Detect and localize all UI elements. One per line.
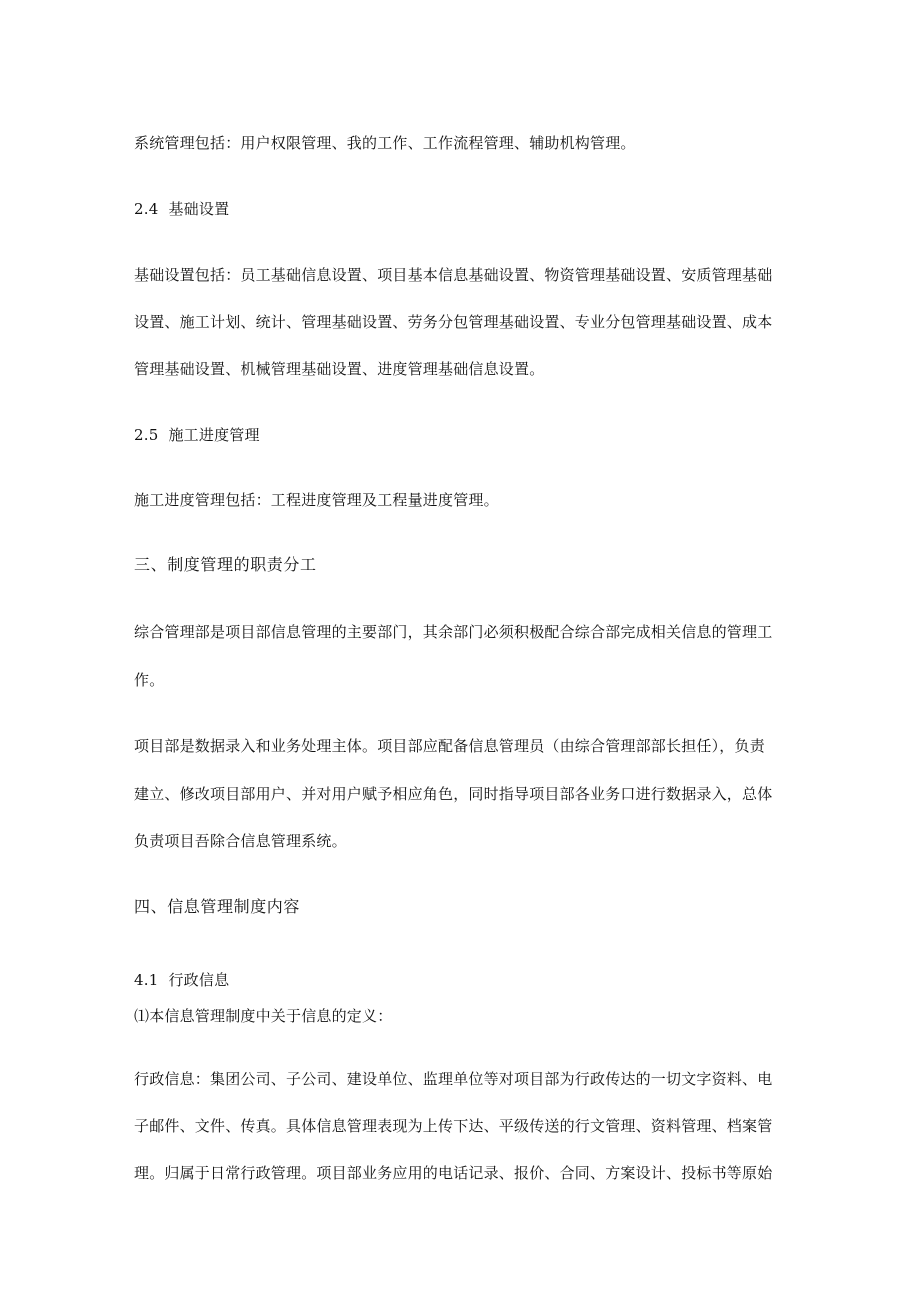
section-number: 4.1: [134, 971, 159, 989]
section-heading-4-1: [134, 970, 229, 990]
paragraph-dept-responsibility-line-1: 综合管理部是项目部信息管理的主要部门，其余部门必须积极配合综合部完成相关信息的管理工: [134, 623, 773, 641]
paragraph-construction-progress: 施工进度管理包括：工程进度管理及工程量进度管理。: [134, 491, 499, 509]
paragraph-basic-settings-line-2: 设置、施工计划、统计、管理基础设置、劳务分包管理基础设置、专业分包管理基础设置、成本: [134, 313, 773, 331]
paragraph-definition-intro: ⑴本信息管理制度中关于信息的定义：: [134, 1007, 393, 1025]
paragraph-project-dept-line-3: 负责项目吾除合信息管理系统。: [134, 832, 347, 850]
paragraph-admin-info-line-1: 行政信息：集团公司、子公司、建设单位、监理单位等对项目部为行政传达的一切文字资料、电: [134, 1070, 773, 1088]
section-title: 基础设置: [168, 200, 230, 218]
paragraph-project-dept-line-1: 项目部是数据录入和业务处理主体。项目部应配备信息管理员（由综合管理部部长担任），负责: [134, 737, 765, 755]
paragraph-dept-responsibility-line-2: 作。: [134, 671, 165, 689]
section-title: 行政信息: [168, 971, 230, 989]
section-number: 2.5: [134, 426, 159, 444]
section-number: 2.4: [134, 200, 159, 218]
section-heading-2-4: [134, 199, 229, 219]
chapter-heading-4: 四、信息管理制度内容: [134, 897, 301, 916]
paragraph-admin-info-line-3: 理。归属于日常行政管理。项目部业务应用的电话记录、报价、合同、方案设计、投标书等原始: [134, 1164, 773, 1182]
section-title: 施工进度管理: [168, 426, 260, 444]
paragraph-basic-settings-line-3: 管理基础设置、机械管理基础设置、进度管理基础信息设置。: [134, 360, 545, 378]
paragraph-project-dept-line-2: 建立、修改项目部用户、并对用户赋予相应角色，同时指导项目部各业务口进行数据录入，总体: [134, 785, 773, 803]
paragraph-system-management: 系统管理包括：用户权限管理、我的工作、工作流程管理、辅助机构管理。: [134, 134, 636, 152]
paragraph-basic-settings-line-1: 基础设置包括：员工基础信息设置、项目基本信息基础设置、物资管理基础设置、安质管理基础: [134, 266, 773, 284]
paragraph-admin-info-line-2: 子邮件、文件、传真。具体信息管理表现为上传下达、平级传送的行文管理、资料管理、档案管: [134, 1117, 773, 1135]
section-heading-2-5: [134, 425, 260, 445]
chapter-heading-3: 三、制度管理的职责分工: [134, 555, 317, 574]
